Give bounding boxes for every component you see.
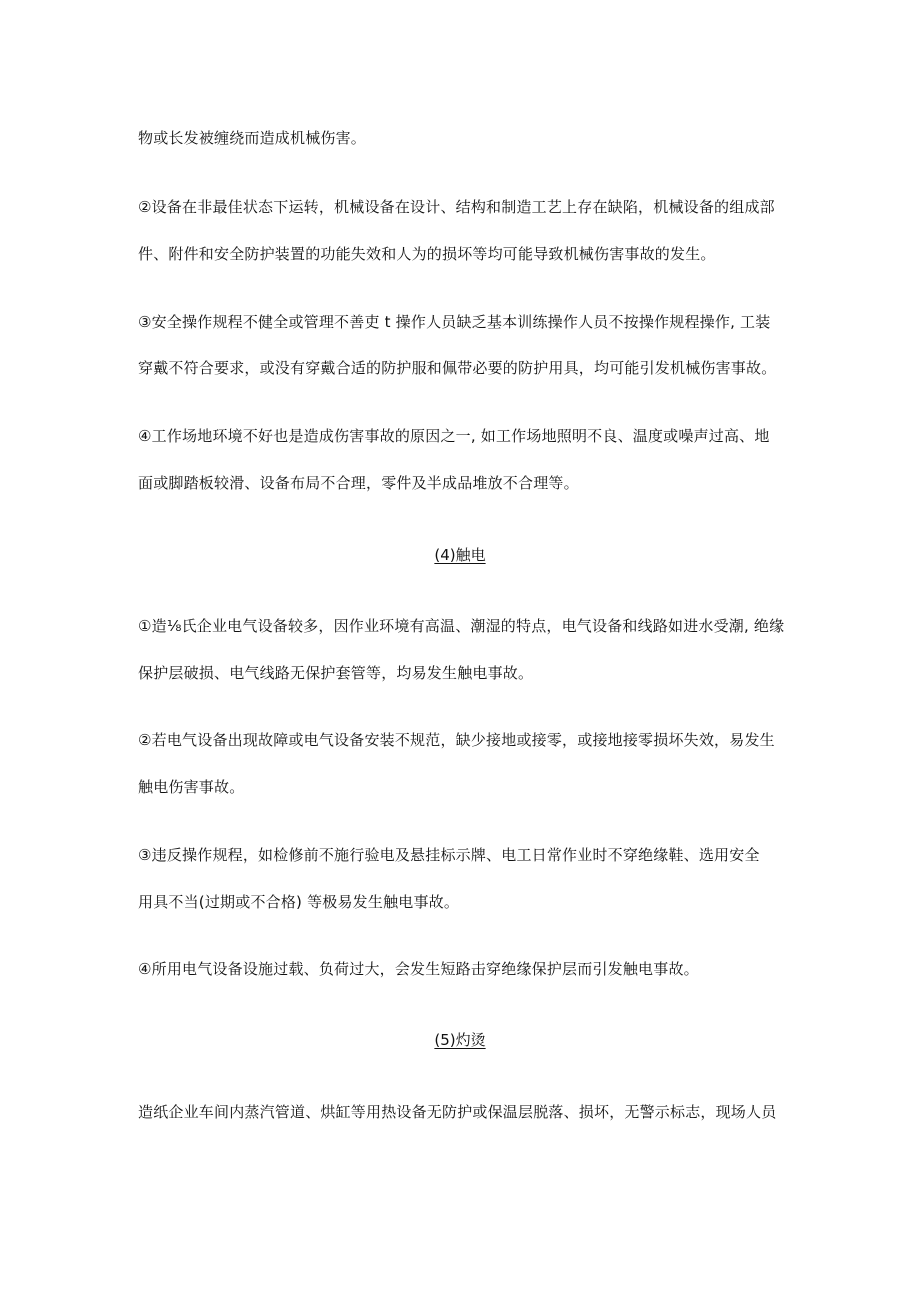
paragraph-line: 件、附件和安全防护装置的功能失效和人为的损坏等均可能导致机械伤害事故的发生。	[138, 245, 716, 263]
paragraph-line: ④所用电气设备设施过载、负荷过大，会发生短路击穿绝缘保护层而引发触电事故。	[138, 960, 699, 978]
paragraph-line: 造纸企业车间内蒸汽管道、烘缸等用热设备无防护或保温层脱落、损坏，无警示标志，现场人员	[138, 1103, 777, 1121]
section-heading-burns: (5)灼烫	[434, 1031, 486, 1049]
paragraph-line: 触电伤害事故。	[138, 778, 245, 796]
paragraph-line: 面或脚踏板较滑、设备布局不合理，零件及半成品堆放不合理等。	[138, 474, 579, 492]
paragraph-line: 保护层破损、电气线路无保护套管等，均易发生触电事故。	[138, 664, 534, 682]
paragraph-line: 用具不当(过期或不合格) 等极易发生触电事故。	[138, 893, 460, 911]
paragraph-line: ②若电气设备出现故障或电气设备安装不规范，缺少接地或接零，或接地接零损坏失效，易发生	[138, 731, 775, 749]
paragraph-line: ③违反操作规程，如检修前不施行验电及悬挂标示牌、电工日常作业时不穿绝缘鞋、选用安全	[138, 846, 760, 864]
paragraph-line: 物或长发被缠绕而造成机械伤害。	[138, 129, 367, 147]
paragraph-line: 穿戴不符合要求，或没有穿戴合适的防护服和佩带必要的防护用具，均可能引发机械伤害事故。	[138, 359, 777, 377]
paragraph-line: ①造⅛氏企业电气设备较多，因作业环境有高温、潮湿的特点，电气设备和线路如进水受潮, 绝缘	[138, 617, 785, 635]
section-heading-electric-shock: (4)触电	[434, 546, 486, 564]
paragraph-line: ③安全操作规程不健全或管理不善吏 t 操作人员缺乏基本训练操作人员不按操作规程操作, 工装	[138, 313, 771, 331]
paragraph-line: ②设备在非最佳状态下运转，机械设备在设计、结构和制造工艺上存在缺陷，机械设备的组成部	[138, 198, 775, 216]
paragraph-line: ④工作场地环境不好也是造成伤害事故的原因之一, 如工作场地照明不良、温度或噪声过高、地	[138, 427, 770, 445]
